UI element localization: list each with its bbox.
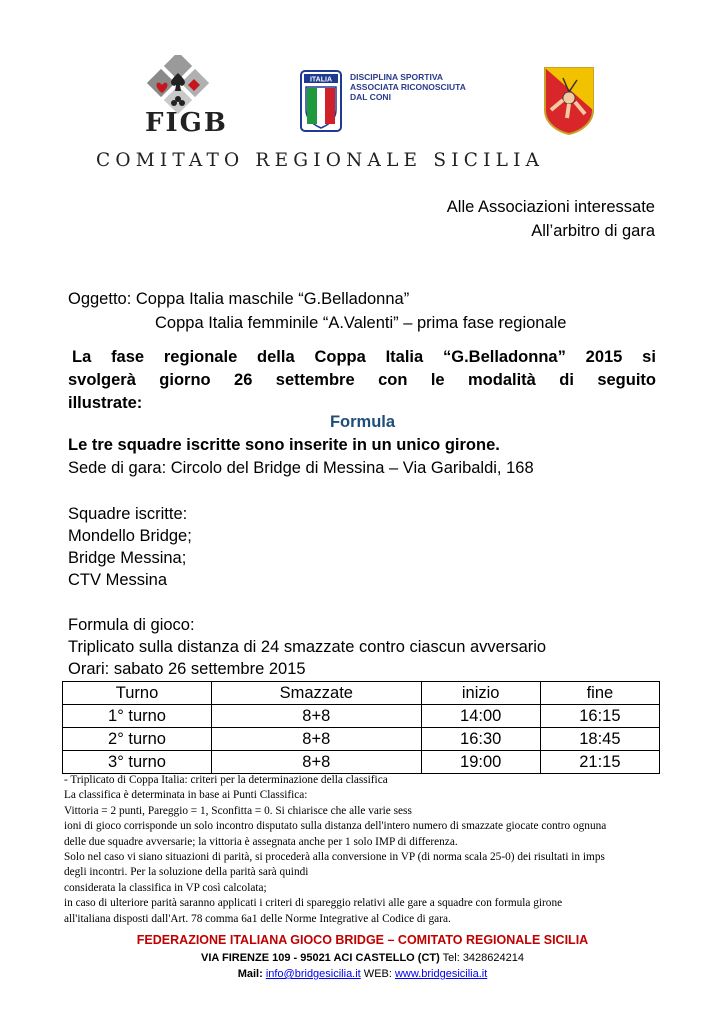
footer-email-link[interactable]: info@bridgesicilia.it xyxy=(265,968,361,980)
subject-block xyxy=(68,287,566,335)
table-header-cell: fine xyxy=(540,682,659,705)
table-cell: 16:30 xyxy=(421,728,540,751)
intro-word: regionale xyxy=(163,348,238,366)
table-header-cell: inizio xyxy=(421,682,540,705)
footer-web-label: WEB: xyxy=(360,968,395,980)
intro-word: 2015 xyxy=(585,348,623,366)
schedule-date: Orari: sabato 26 settembre 2015 xyxy=(68,660,306,678)
table-header-cell: Turno xyxy=(63,682,212,705)
intro-word: Coppa xyxy=(314,348,366,366)
coni-line: DAL CONI xyxy=(350,92,391,102)
team-item: CTV Messina xyxy=(68,571,168,589)
intro-line-3: illustrate: xyxy=(68,394,143,412)
intro-word: di xyxy=(559,371,574,389)
coni-italia-badge-icon xyxy=(300,70,342,132)
table-cell: 8+8 xyxy=(212,705,422,728)
note-line: degli incontri. Per la soluzione della parità sarà quindi xyxy=(64,866,309,879)
intro-word: Italia xyxy=(385,348,424,366)
intro-paragraph xyxy=(68,346,656,415)
coni-line: ASSOCIATA RICONOSCIUTA xyxy=(350,82,466,92)
teams-title: Squadre iscritte: xyxy=(68,505,188,523)
intro-word: 26 xyxy=(234,371,253,389)
footer-contact-line xyxy=(0,966,725,983)
recipients-block xyxy=(447,195,655,243)
note-line: ioni di gioco corrisponde un solo incontro disputato sulla distanza dell'intero numero di smazzate giocate contro ognuna xyxy=(64,820,607,833)
note-line: all'italiana disposti dall'Art. 78 comma 6a1 delle Norme Integrative al Codice di gara. xyxy=(64,912,451,925)
figb-wordmark: FIGB xyxy=(145,108,228,138)
table-cell: 18:45 xyxy=(540,728,659,751)
formula-heading: Formula xyxy=(329,413,396,431)
intro-line-2 xyxy=(68,369,656,392)
table-row xyxy=(63,751,660,774)
svg-text:ITALIA: ITALIA xyxy=(309,76,333,84)
footer xyxy=(0,930,725,983)
intro-word: settembre xyxy=(275,371,355,389)
intro-word: svolgerà xyxy=(68,371,136,389)
intro-word: giorno xyxy=(159,371,211,389)
coni-line: DISCIPLINA SPORTIVA xyxy=(350,72,444,82)
note-line: considerata la classifica in VP così calcolata; xyxy=(64,881,267,894)
footer-web-link[interactable]: www.bridgesicilia.it xyxy=(394,968,488,980)
table-cell: 8+8 xyxy=(212,728,422,751)
subject-line-2: Coppa Italia femminile “A.Valenti” – prima fase regionale xyxy=(155,314,567,332)
intro-word: “G.Belladonna” xyxy=(443,348,566,366)
footer-mail-label: Mail: xyxy=(237,968,266,980)
note-line: Solo nel caso vi siano situazioni di parità, si procederà alla conversione in VP (di norma scala 25-0) dei risultati in imps xyxy=(64,851,605,864)
note-line: in caso di ulteriore parità saranno applicati i criteri di spareggio relativi alle gare a squadre con formula girone xyxy=(64,897,563,910)
team-item: Bridge Messina; xyxy=(68,549,187,567)
schedule-table xyxy=(62,681,660,774)
intro-word: fase xyxy=(111,348,145,366)
table-cell: 21:15 xyxy=(540,751,659,774)
footer-address: VIA FIRENZE 109 - 95021 ACI CASTELLO (CT) xyxy=(200,952,440,964)
recipient-line: All’arbitro di gara xyxy=(531,222,655,240)
letterhead xyxy=(0,0,725,190)
table-cell: 1° turno xyxy=(63,705,212,728)
intro-word: con xyxy=(378,371,408,389)
coni-recognition-text xyxy=(350,72,466,102)
table-row xyxy=(63,728,660,751)
team-item: Mondello Bridge; xyxy=(68,527,192,545)
table-cell: 2° turno xyxy=(63,728,212,751)
intro-word: si xyxy=(642,348,656,366)
note-line: delle due squadre avversarie; la vittoria è assegnata anche per 1 solo IMP di differenza. xyxy=(64,835,458,848)
intro-line-1 xyxy=(68,346,656,369)
intro-word: seguito xyxy=(597,371,656,389)
girone-statement: Le tre squadre iscritte sono inserite in un unico girone. xyxy=(68,436,500,454)
intro-word: modalità xyxy=(467,371,536,389)
table-cell: 14:00 xyxy=(421,705,540,728)
table-header-cell: Smazzate xyxy=(212,682,422,705)
table-cell: 16:15 xyxy=(540,705,659,728)
footer-phone: Tel: 3428624214 xyxy=(439,952,524,964)
footer-address-line xyxy=(0,950,725,966)
comitato-title: COMITATO REGIONALE SICILIA xyxy=(96,150,545,171)
table-cell: 3° turno xyxy=(63,751,212,774)
classification-notes xyxy=(64,773,664,927)
game-format-desc: Triplicato sulla distanza di 24 smazzate contro ciascun avversario xyxy=(68,638,547,656)
sicily-coat-of-arms-icon xyxy=(543,66,595,136)
note-line: - Triplicato di Coppa Italia: criteri per la determinazione della classifica xyxy=(64,774,388,786)
table-cell: 8+8 xyxy=(212,751,422,774)
table-row xyxy=(63,705,660,728)
intro-word: La xyxy=(72,348,92,366)
subject-line-1: Oggetto: Coppa Italia maschile “G.Belladonna” xyxy=(68,290,410,308)
venue-line: Sede di gara: Circolo del Bridge di Messina – Via Garibaldi, 168 xyxy=(68,459,534,477)
note-line: La classifica è determinata in base ai Punti Classifica: xyxy=(64,789,308,802)
note-line: Vittoria = 2 punti, Pareggio = 1, Sconfitta = 0. Si chiarisce che alle varie sess xyxy=(64,804,412,817)
footer-title: FEDERAZIONE ITALIANA GIOCO BRIDGE – COMITATO REGIONALE SICILIA xyxy=(136,933,589,947)
intro-word: le xyxy=(430,371,445,389)
recipient-line: Alle Associazioni interessate xyxy=(446,198,655,216)
table-header-row xyxy=(63,682,660,705)
intro-word: della xyxy=(257,348,295,366)
game-format-title: Formula di gioco: xyxy=(68,616,195,634)
table-cell: 19:00 xyxy=(421,751,540,774)
